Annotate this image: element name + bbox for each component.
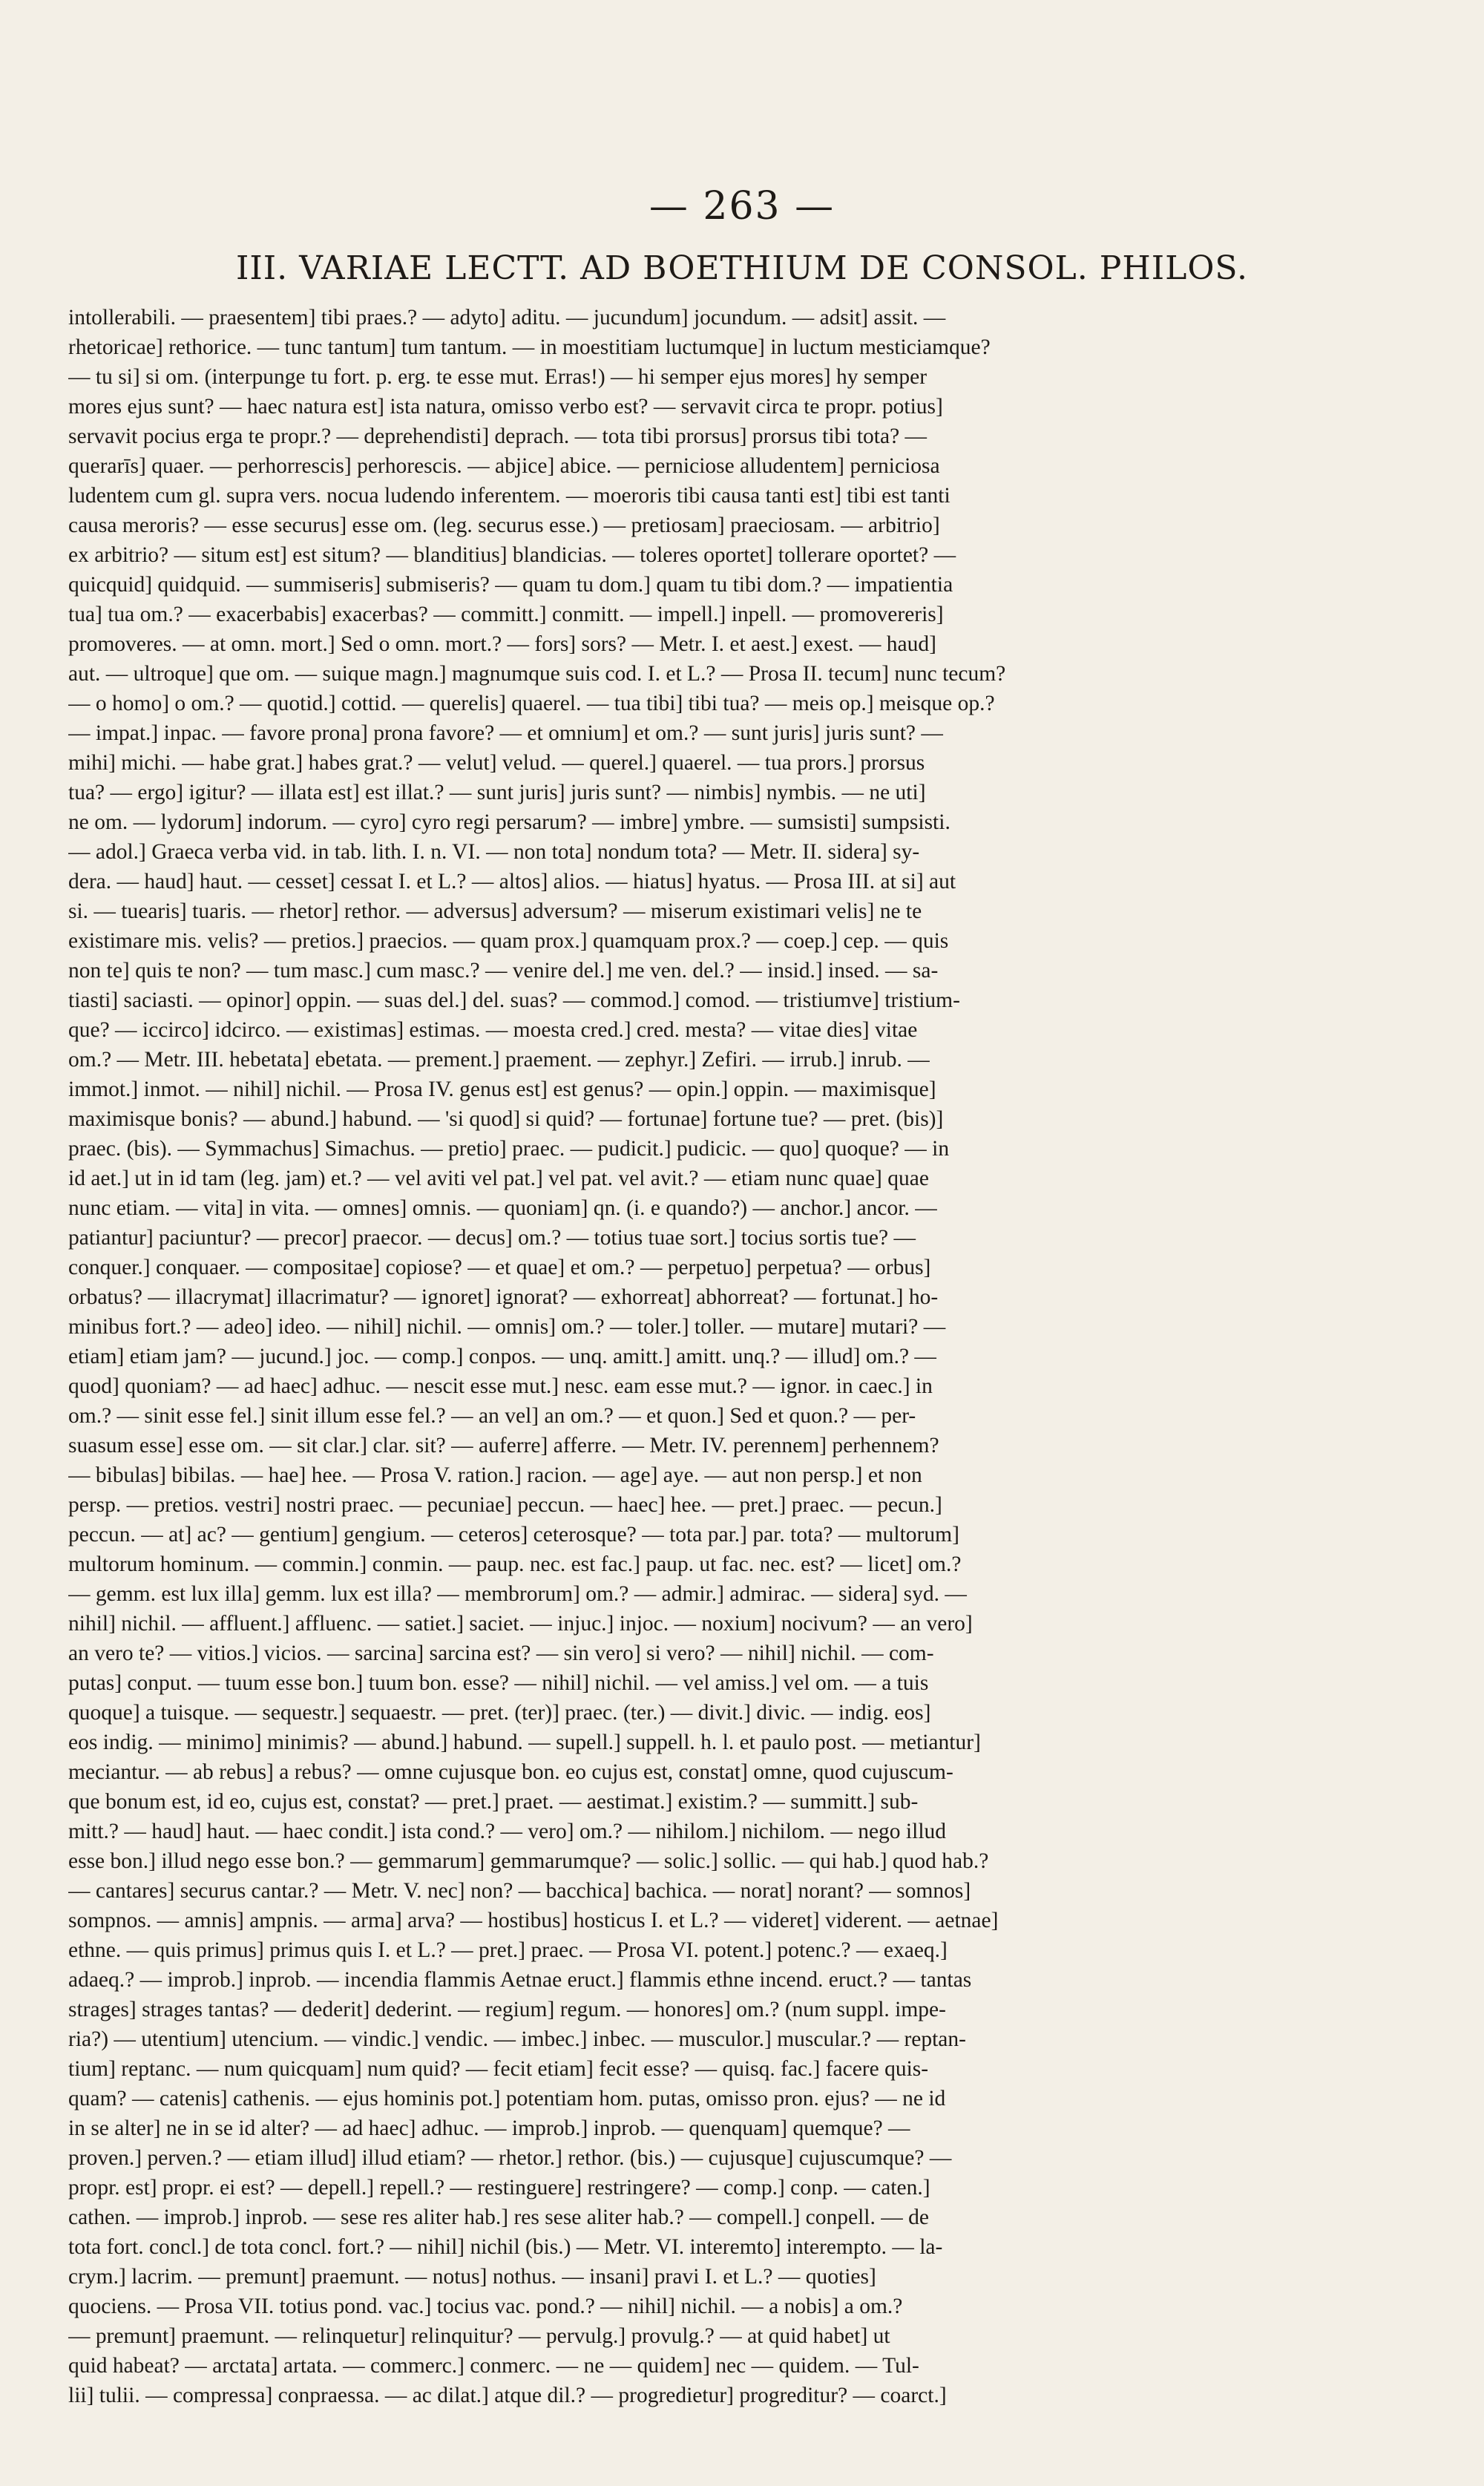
text-line: mihi] michi. — habe grat.] habes grat.? — velut] velud. — querel.] quaerel. — tua prors.] prorsus: [68, 751, 925, 775]
text-line: quod] quoniam? — ad haec] adhuc. — nescit esse mut.] nesc. eam esse mut.? — ignor. in caec.] in: [68, 1374, 933, 1398]
text-line: quoque] a tuisque. — sequestr.] sequaestr. — pret. (ter)] praec. (ter.) — divit.] divic. — indig. eos]: [68, 1701, 931, 1725]
text-line: dera. — haud] haut. — cesset] cessat I. et L.? — altos] alios. — hiatus] hyatus. — Prosa III. at si] aut: [68, 870, 956, 893]
text-line: maximisque bonis? — abund.] habund. — 'si quod] si quid? — fortunae] fortune tue? — pret. (bis)]: [68, 1107, 944, 1131]
text-line: lii] tulii. — compressa] conpraessa. — ac dilat.] atque dil.? — progredietur] progreditur? — coarct.]: [68, 2384, 947, 2407]
text-line: — cantares] securus cantar.? — Metr. V. nec] non? — bacchica] bachica. — norat] norant? — somnos]: [68, 1879, 971, 1903]
text-line: tua] tua om.? — exacerbabis] exacerbas? — committ.] conmitt. — impell.] inpell. — promovereris]: [68, 603, 944, 626]
text-line: cathen. — improb.] inprob. — sese res aliter hab.] res sese aliter hab.? — compell.] conpell. — de: [68, 2205, 929, 2229]
text-line: tua? — ergo] igitur? — illata est] est illat.? — sunt juris] juris sunt? — nimbis] nymbis. — ne uti]: [68, 781, 926, 804]
text-line: patiantur] paciuntur? — precor] praecor. — decus] om.? — totius tuae sort.] tocius sortis tue? —: [68, 1226, 916, 1250]
text-line: existimare mis. velis? — pretios.] praecios. — quam prox.] quamquam prox.? — coep.] cep. — quis: [68, 929, 949, 953]
text-line: si. — tuearis] tuaris. — rhetor] rethor. — adversus] adversum? — miserum existimari velis] ne te: [68, 899, 922, 923]
text-line: mores ejus sunt? — haec natura est] ista natura, omisso verbo est? — servavit circa te propr. potius]: [68, 395, 943, 419]
text-line: querarīs] quaer. — perhorrescis] perhorescis. — abjice] abice. — perniciose alludentem] perniciosa: [68, 454, 940, 478]
text-line: propr. est] propr. ei est? — depell.] repell.? — restinguere] restringere? — comp.] conp. — caten.]: [68, 2176, 930, 2200]
text-line: quociens. — Prosa VII. totius pond. vac.] tocius vac. pond.? — nihil] nichil. — a nobis] a om.?: [68, 2295, 903, 2318]
text-line: que? — iccirco] idcirco. — existimas] estimas. — moesta cred.] cred. mesta? — vitae dies] vitae: [68, 1018, 918, 1042]
text-line: tiasti] saciasti. — opinor] oppin. — suas del.] del. suas? — commod.] comod. — tristiumve] tristium-: [68, 988, 960, 1012]
text-line: — tu si] si om. (interpunge tu fort. p. erg. te esse mut. Erras!) — hi semper ejus mores] hy semper: [68, 365, 928, 389]
text-line: — adol.] Graeca verba vid. in tab. lith. I. n. VI. — non tota] nondum tota? — Metr. II. sidera] sy-: [68, 840, 920, 864]
text-line: nunc etiam. — vita] in vita. — omnes] omnis. — quoniam] qn. (i. e quando?) — anchor.] ancor. —: [68, 1196, 937, 1220]
text-line: conquer.] conquaer. — compositae] copiose? — et quae] et om.? — perpetuo] perpetua? — orbus]: [68, 1256, 931, 1279]
text-line: — bibulas] bibilas. — hae] hee. — Prosa V. ration.] racion. — age] aye. — aut non persp.] et non: [68, 1463, 922, 1487]
text-line: om.? — Metr. III. hebetata] ebetata. — prement.] praement. — zephyr.] Zefiri. — irrub.] inrub. —: [68, 1048, 930, 1072]
text-line: intollerabili. — praesentem] tibi praes.? — adyto] aditu. — jucundum] jocundum. — adsit] assit. —: [68, 306, 946, 329]
text-line: ex arbitrio? — situm est] est situm? — blanditius] blandicias. — toleres oportet] tollerare oportet? —: [68, 543, 956, 567]
text-line: quicquid] quidquid. — summiseris] submiseris? — quam tu dom.] quam tu tibi dom.? — impatientia: [68, 573, 953, 597]
text-line: rhetoricae] rethorice. — tunc tantum] tum tantum. — in moestitiam luctumque] in luctum mesticiamque?: [68, 335, 991, 359]
text-line: tium] reptanc. — num quicquam] num quid? — fecit etiam] fecit esse? — quisq. fac.] facere quis-: [68, 2057, 929, 2081]
text-line: persp. — pretios. vestri] nostri praec. — pecuniae] peccun. — haec] hee. — pret.] praec. — pecun.]: [68, 1493, 942, 1517]
text-line: sompnos. — amnis] ampnis. — arma] arva? — hostibus] hosticus I. et L.? — videret] viderent. — aetnae]: [68, 1909, 999, 1932]
text-line: quam? — catenis] cathenis. — ejus hominis pot.] potentiam hom. putas, omisso pron. ejus? — ne id: [68, 2087, 946, 2111]
running-head: III. VARIAE LECTT. AD BOETHIUM DE CONSOL. PHILOS.: [236, 249, 1248, 287]
text-line: ria?) — utentium] utencium. — vindic.] vendic. — imbec.] inbec. — musculor.] muscular.? — reptan-: [68, 2027, 966, 2051]
text-line: que bonum est, id eo, cujus est, constat? — pret.] praet. — aestimat.] existim.? — summitt.] sub-: [68, 1790, 919, 1814]
text-line: orbatus? — illacrymat] illacrimatur? — ignoret] ignorat? — exhorreat] abhorreat? — fortunat.] ho-: [68, 1285, 939, 1309]
text-line: in se alter] ne in se id alter? — ad haec] adhuc. — improb.] inprob. — quenquam] quemque? —: [68, 2116, 910, 2140]
page-number: — 263 —: [649, 184, 835, 229]
text-line: om.? — sinit esse fel.] sinit illum esse fel.? — an vel] an om.? — et quon.] Sed et quon.? — per-: [68, 1404, 916, 1428]
text-line: nihil] nichil. — affluent.] affluenc. — satiet.] saciet. — injuc.] injoc. — noxium] nocivum? — an vero]: [68, 1612, 973, 1636]
text-line: esse bon.] illud nego esse bon.? — gemmarum] gemmarumque? — solic.] sollic. — qui hab.] quod hab.?: [68, 1849, 989, 1873]
text-line: multorum hominum. — commin.] conmin. — paup. nec. est fac.] paup. ut fac. nec. est? — licet] om.?: [68, 1552, 962, 1576]
text-line: quid habeat? — arctata] artata. — commerc.] conmerc. — ne — quidem] nec — quidem. — Tul-: [68, 2354, 919, 2378]
text-line: etiam] etiam jam? — jucund.] joc. — comp.] conpos. — unq. amitt.] amitt. unq.? — illud] om.? —: [68, 1345, 936, 1368]
text-line: id aet.] ut in id tam (leg. jam) et.? — vel aviti vel pat.] vel pat. vel avit.? — etiam nunc quae] quae: [68, 1167, 929, 1190]
text-line: crym.] lacrim. — premunt] praemunt. — notus] nothus. — insani] pravi I. et L.? — quoties]: [68, 2265, 876, 2289]
text-line: meciantur. — ab rebus] a rebus? — omne cujusque bon. eo cujus est, constat] omne, quod cujuscum-: [68, 1760, 953, 1784]
text-line: tota fort. concl.] de tota concl. fort.? — nihil] nichil (bis.) — Metr. VI. interemto] interempto. — la-: [68, 2235, 943, 2259]
text-line: servavit pocius erga te propr.? — deprehendisti] deprach. — tota tibi prorsus] prorsus tibi tota? —: [68, 424, 928, 448]
text-line: — impat.] inpac. — favore prona] prona favore? — et omnium] et om.? — sunt juris] juris sunt? —: [68, 721, 943, 745]
text-line: mitt.? — haud] haut. — haec condit.] ista cond.? — vero] om.? — nihilom.] nichilom. — nego illud: [68, 1820, 947, 1843]
text-line: putas] conput. — tuum esse bon.] tuum bon. esse? — nihil] nichil. — vel amiss.] vel om. — a tuis: [68, 1671, 929, 1695]
text-line: immot.] inmot. — nihil] nichil. — Prosa IV. genus est] est genus? — opin.] oppin. — maximisque]: [68, 1078, 936, 1101]
text-line: promoveres. — at omn. mort.] Sed o omn. mort.? — fors] sors? — Metr. I. et aest.] exest. — haud]: [68, 632, 936, 656]
text-line: ludentem cum gl. supra vers. nocua ludendo inferentem. — moeroris tibi causa tanti est] tibi est tanti: [68, 484, 951, 508]
text-line: adaeq.? — improb.] inprob. — incendia flammis Aetnae eruct.] flammis ethne incend. eruct.? — tantas: [68, 1968, 972, 1992]
text-line: aut. — ultroque] que om. — suique magn.] magnumque suis cod. I. et L.? — Prosa II. tecum] nunc tecum?: [68, 662, 1006, 686]
text-line: — premunt] praemunt. — relinquetur] relinquitur? — pervulg.] provulg.? — at quid habet] ut: [68, 2324, 890, 2348]
text-line: an vero te? — vitios.] vicios. — sarcina] sarcina est? — sin vero] si vero? — nihil] nichil. — com-: [68, 1642, 934, 1665]
text-line: suasum esse] esse om. — sit clar.] clar. sit? — auferre] afferre. — Metr. IV. perennem] perhennem?: [68, 1434, 939, 1457]
text-line: — o homo] o om.? — quotid.] cottid. — querelis] quaerel. — tua tibi] tibi tua? — meis op.] meisque op.?: [68, 692, 995, 715]
text-line: ethne. — quis primus] primus quis I. et L.? — pret.] praec. — Prosa VI. potent.] potenc.? — exaeq.]: [68, 1938, 948, 1962]
text-line: minibus fort.? — adeo] ideo. — nihil] nichil. — omnis] om.? — toler.] toller. — mutare] mutari? —: [68, 1315, 946, 1339]
text-line: eos indig. — minimo] minimis? — abund.] habund. — supell.] suppell. h. l. et paulo post. — metiantur]: [68, 1731, 981, 1754]
text-line: non te] quis te non? — tum masc.] cum masc.? — venire del.] me ven. del.? — insid.] insed. — sa-: [68, 959, 939, 983]
text-line: ne om. — lydorum] indorum. — cyro] cyro regi persarum? — imbre] ymbre. — sumsisti] sumpsisti.: [68, 810, 951, 834]
text-line: strages] strages tantas? — dederit] dederint. — regium] regum. — honores] om.? (num suppl. impe-: [68, 1998, 946, 2021]
text-line: causa meroris? — esse securus] esse om. (leg. securus esse.) — pretiosam] praeciosam. — arbitrio]: [68, 514, 940, 537]
body-text: [68, 303, 1315, 2410]
text-line: praec. (bis). — Symmachus] Simachus. — pretio] praec. — pudicit.] pudicic. — quo] quoque? — in: [68, 1137, 950, 1161]
text-line: peccun. — at] ac? — gentium] gengium. — ceteros] ceterosque? — tota par.] par. tota? — multorum]: [68, 1523, 959, 1547]
text-line: — gemm. est lux illa] gemm. lux est illa? — membrorum] om.? — admir.] admirac. — sidera] syd. —: [68, 1582, 967, 1606]
text-line: proven.] perven.? — etiam illud] illud etiam? — rhetor.] rethor. (bis.) — cujusque] cujuscumque? —: [68, 2146, 952, 2170]
